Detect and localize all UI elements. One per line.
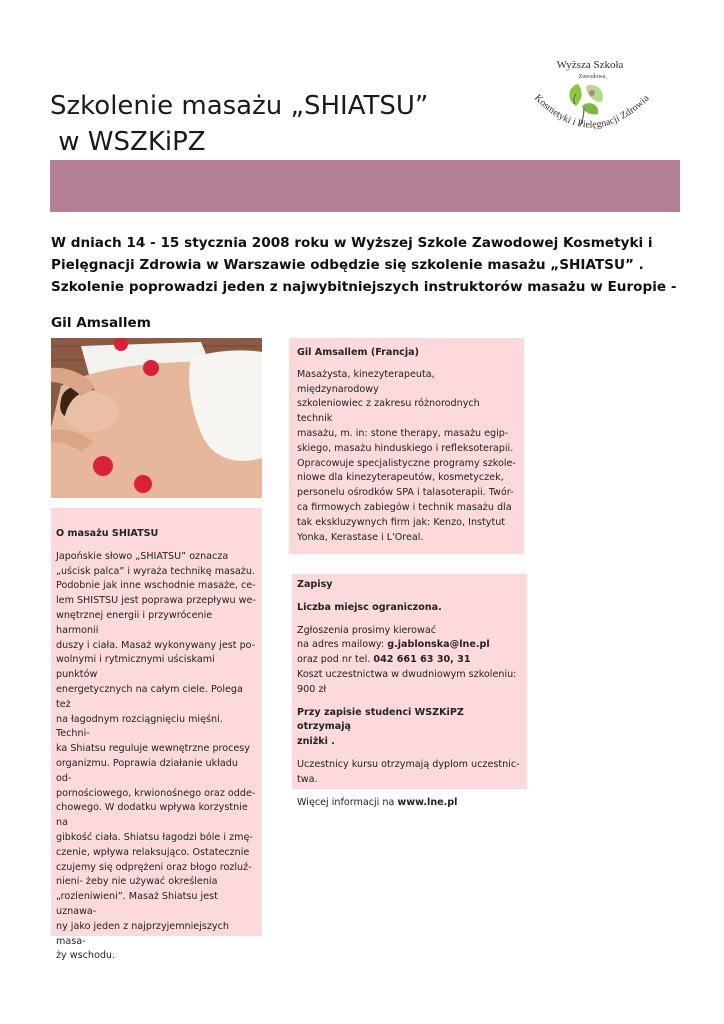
instructor-line: niowe dla kinezyterapeutów, kosmetyczek, [297,472,504,484]
about-line: lem SHISTSU jest poprawa przepływu we- [56,595,256,607]
title-line-2: w WSZKiPZ [50,127,206,157]
cost-line-2: 900 zł [297,683,327,695]
about-line: „rozleniwieni”. Masaż Shiatsu jest uznawa- [56,891,218,917]
school-logo [526,56,654,148]
instructor-line: Masażysta, kinezyterapeuta, międzynarodowy [297,368,435,395]
about-line: Podobnie jak inne wschodnie masaże, ce- [56,580,256,592]
intro-line-1: W dniach 14 - 15 stycznia 2008 roku w Wyższej Szkole Zawodowej Kosmetyki i [51,235,653,251]
about-line: czujemy się odprężeni oraz błogo rozluź- [56,861,252,873]
contact-phone: 042 661 63 30, 31 [373,654,471,666]
intro-text [51,232,691,334]
about-line: ka Shiatsu reguluje wewnętrzne procesy [56,743,250,755]
instructor-line: ca firmowych zabiegów i technik masażu dla [297,501,512,513]
diploma-line-2: twa. [297,773,318,785]
instructor-line: Opracowuje specjalistyczne programy szkole- [297,457,516,469]
registration-heading: Zapisy [297,579,333,590]
about-line: duszy i ciała. Masaż wykonywany jest po- [56,639,256,651]
contact-email-prefix: na adres mailowy: [297,639,388,651]
about-line: pornościowego, krwionośnego oraz odde- [56,787,256,799]
about-line: ży wschodu. [56,950,116,962]
discount-line-2: zniżki . [297,736,335,748]
about-line: Japońskie słowo „SHIATSU” oznacza [56,550,229,562]
instructor-line: Yonka, Kerastase i L'Oreal. [297,531,424,543]
instructor-line: masażu, m. in: stone therapy, masażu egip- [297,427,509,439]
contact-phone-line [297,653,521,668]
about-massage-heading: O masażu SHIATSU [56,528,159,539]
logo-middle-text: Zawodowa [578,74,606,80]
discount-line-1: Przy zapisie studenci WSZKiPZ otrzymają [297,706,464,733]
massage-photo [51,338,262,498]
more-info-line [297,796,521,811]
logo-top-text: Wyższa Szkoła [556,59,624,71]
instructor-line: szkoleniowiec z zakresu różnorodnych technik [297,398,480,425]
intro-instructor-name: Gil Amsallem [51,315,151,331]
about-line: czenie, wpływa relaksująco. Ostatecznie [56,846,250,858]
more-info-prefix: Więcej informacji na [297,796,398,808]
instructor-heading: Gil Amsallem (Francja) [297,347,420,358]
about-line: organizmu. Poprawia działanie układu od- [56,757,238,784]
contact-phone-prefix: oraz pod nr tel. [297,654,374,666]
intro-line-2: Pielęgnacji Zdrowia w Warszawie odbędzie się szkolenie masażu „SHIATSU” . [51,257,644,273]
limited-places-text: Liczba miejsc ograniczona. [297,601,442,613]
cost-line-1: Koszt uczestnictwa w dwudniowym szkoleniu: [297,668,517,680]
instructor-line: skiego, masażu hinduskiego i refleksoterapii. [297,442,514,454]
about-line: ny jako jeden z najprzyjemniejszych masa- [56,920,229,947]
about-line: na łagodnym rozciągnięciu mięśni. Techni- [56,713,223,740]
website-link[interactable]: www.lne.pl [397,796,458,808]
diploma-line-1: Uczestnicy kursu otrzymają dyplom uczestnic- [297,758,520,770]
contact-line-1: Zgłoszenia prosimy kierować [297,624,437,636]
instructor-line: personelu ośrodków SPA i talasoterapii. Twór- [297,487,514,499]
registration-box [292,574,527,808]
logo-arc-textpath: Kosmetyki i Pielęgnacji Zdrowia [531,92,652,131]
about-line: wolnymi i rytmicznymi uściskami punktów [56,654,215,681]
about-line: energetycznych na całym ciele. Polega też [56,683,243,710]
contact-email-link[interactable]: g.jablonska@lne.pl [387,639,490,651]
page-title [50,88,428,160]
instructor-line: tak ekskluzywnych firm jak: Kenzo, Instytut [297,516,506,528]
intro-line-3: Szkolenie poprowadzi jeden z najwybitniejszych instruktorów masażu w Europie - [51,279,677,295]
about-line: gibkość ciała. Shiatsu łagodzi bóle i zmę- [56,831,253,843]
about-line: chowego. W dodatku wpływa korzystnie na [56,802,248,829]
about-line: wnętrznej energii i przywrócenie harmonii [56,609,213,636]
title-line-1: Szkolenie masażu „SHIATSU” [50,91,429,121]
instructor-box [289,338,524,554]
about-line: „uścisk palca” i wyraża technikę masażu. [56,565,255,577]
about-massage-box [51,508,262,962]
contact-email-line [297,638,521,653]
about-line: nieni- żeby nie używać określenia [56,876,218,888]
header-banner [50,160,680,212]
